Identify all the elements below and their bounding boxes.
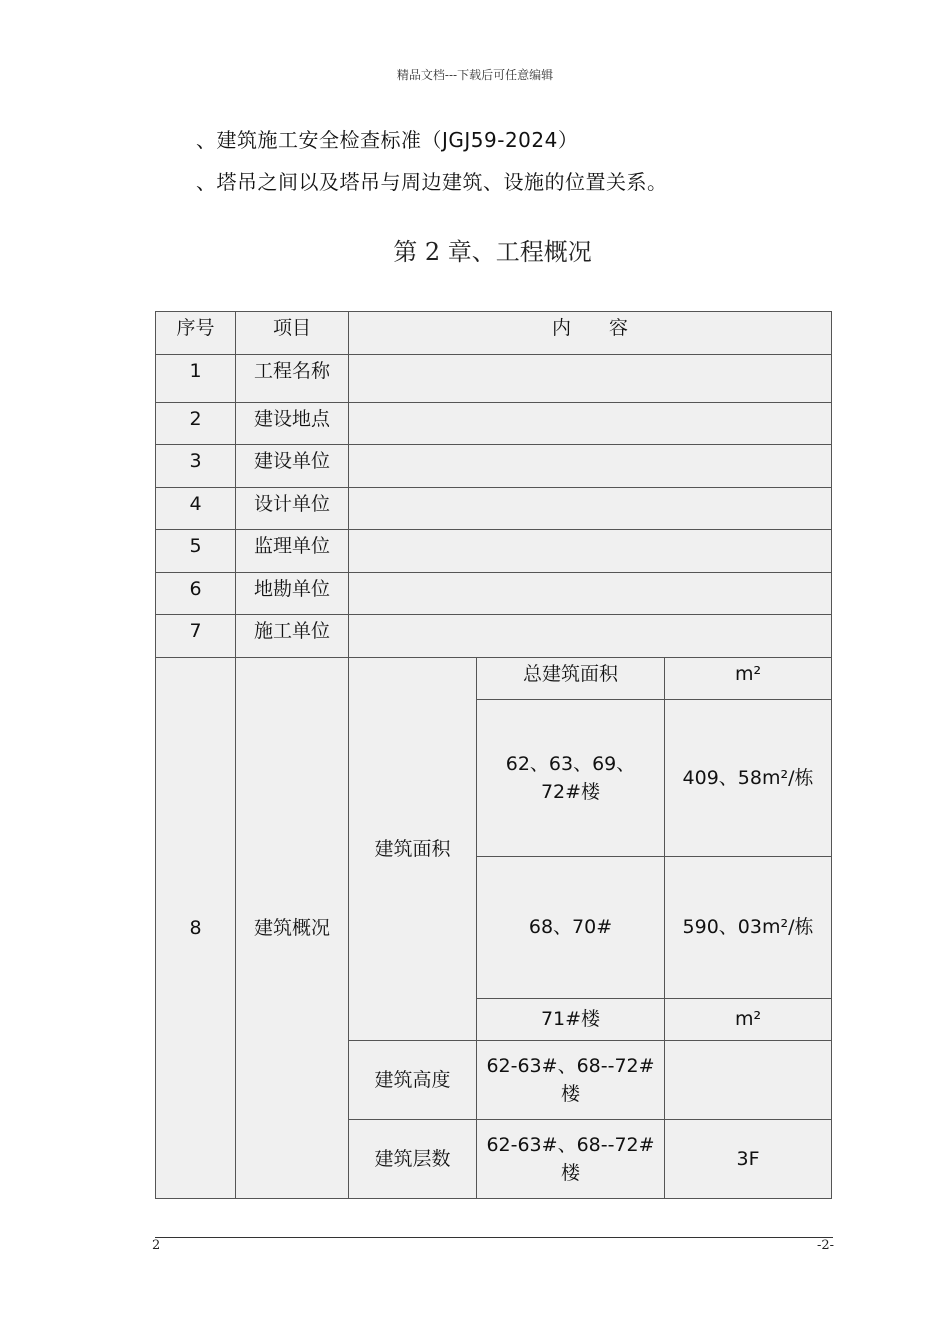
table-header-row [156,312,832,355]
row-no: 6 [156,573,236,615]
row-no: 3 [156,445,236,488]
row-content [349,615,832,658]
row-item: 地勘单位 [236,573,349,615]
header-item: 项目 [236,312,349,355]
table-row [156,355,832,403]
footer-page-left: 2 [152,1238,161,1253]
floors-label: 建筑层数 [349,1120,477,1199]
row-no: 4 [156,488,236,530]
row-content [349,488,832,530]
row-no: 7 [156,615,236,658]
standard-line: 、建筑施工安全检查标准（JGJ59-2024） [196,128,579,152]
area-name: 总建筑面积 [477,658,665,700]
chapter-title: 第 2 章、工程概况 [393,238,592,266]
table-row [156,573,832,615]
floors-value: 3F [665,1120,832,1199]
project-overview-table [155,311,832,1199]
area-name: 68、70# [477,857,665,999]
row-no: 8 [156,658,236,1199]
area-label: 建筑面积 [349,658,477,1041]
area-name: 71#楼 [477,999,665,1041]
row-no: 2 [156,403,236,445]
building-overview-row [156,658,832,700]
area-value: m² [665,658,832,700]
floors-name: 62-63#、68--72#楼 [477,1120,665,1199]
row-item: 监理单位 [236,530,349,573]
row-content [349,530,832,573]
row-item: 工程名称 [236,355,349,403]
area-value: m² [665,999,832,1041]
page-header: 精品文档---下载后可任意编辑 [396,68,554,82]
table-row [156,488,832,530]
row-item: 施工单位 [236,615,349,658]
row-no: 1 [156,355,236,403]
row-item: 建筑概况 [236,658,349,1199]
height-name: 62-63#、68--72#楼 [477,1041,665,1120]
table-row [156,615,832,658]
row-content [349,355,832,403]
area-value: 590、03m²/栋 [665,857,832,999]
row-item: 建设单位 [236,445,349,488]
tower-crane-line: 、塔吊之间以及塔吊与周边建筑、设施的位置关系。 [196,170,668,194]
area-value: 409、58m²/栋 [665,700,832,857]
row-content [349,573,832,615]
header-no: 序号 [156,312,236,355]
row-item: 建设地点 [236,403,349,445]
row-item: 设计单位 [236,488,349,530]
height-value [665,1041,832,1120]
header-content: 内 容 [349,312,832,355]
table-row [156,530,832,573]
footer-divider [155,1237,833,1238]
row-content [349,403,832,445]
row-no: 5 [156,530,236,573]
table-row [156,403,832,445]
height-label: 建筑高度 [349,1041,477,1120]
table-row [156,445,832,488]
footer-page-right: -2- [816,1238,834,1253]
area-name: 62、63、69、72#楼 [477,700,665,857]
row-content [349,445,832,488]
